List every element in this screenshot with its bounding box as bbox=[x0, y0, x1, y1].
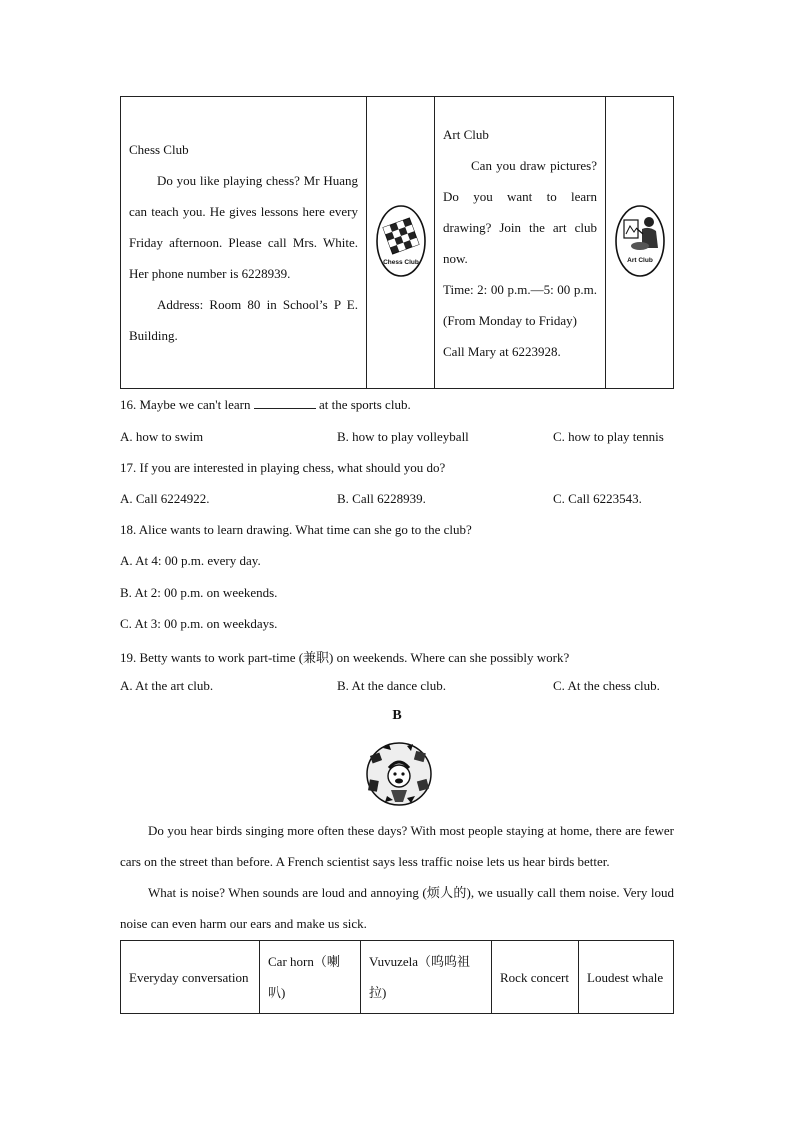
section-b-paragraph-2: What is noise? When sounds are loud and annoying (烦人的), we usually call them noise. Very loud noise can even harm our ears and make us sick. bbox=[120, 885, 674, 931]
question-19-option-b: B. At the dance club. bbox=[337, 678, 447, 693]
question-17-option-a: A. Call 6224922. bbox=[120, 491, 210, 506]
noise-level-table bbox=[120, 940, 674, 1014]
art-club-logo-cell bbox=[606, 97, 674, 389]
section-b-paragraph-1: Do you hear birds singing more often these days? With most people staying at home, there are fewer cars on the street than before. A French scientist says less traffic noise lets us hear birds better. bbox=[120, 823, 674, 869]
question-16 bbox=[120, 397, 411, 413]
question-17-option-c: C. Call 6223543. bbox=[553, 491, 642, 506]
art-club-logo-label: Art Club bbox=[626, 256, 653, 264]
chess-club-logo-label: Chess Club bbox=[382, 258, 419, 266]
art-club-cell bbox=[435, 97, 606, 389]
art-club-title: Art Club bbox=[443, 126, 489, 142]
noise-illustration bbox=[363, 740, 435, 808]
chess-club-body: Do you like playing chess? Mr Huang can teach you. He gives lessons here every Friday afternoon. Please call Mrs. White. Her phone number is 6228939. bbox=[129, 173, 358, 281]
question-16-option-c: C. how to play tennis bbox=[553, 429, 664, 444]
noise-table-cell-car-horn: Car horn（喇叭) bbox=[260, 941, 361, 1014]
question-16-stem-after: at the sports club. bbox=[318, 397, 411, 412]
question-19: 19. Betty wants to work part-time (兼职) on weekends. Where can she possibly work? bbox=[120, 650, 570, 665]
question-16-stem-before: 16. Maybe we can't learn bbox=[120, 397, 251, 412]
question-19-option-a: A. At the art club. bbox=[120, 678, 214, 693]
art-club-call: Call Mary at 6223928. bbox=[443, 343, 561, 359]
art-club-logo bbox=[614, 204, 666, 278]
question-16-option-a: A. how to swim bbox=[120, 429, 204, 444]
question-16-blank bbox=[254, 397, 316, 409]
art-club-time: Time: 2: 00 p.m.—5: 00 p.m. (From Monday to Friday) bbox=[443, 281, 597, 328]
question-17-option-b: B. Call 6228939. bbox=[337, 491, 426, 506]
question-18-option-b: B. At 2: 00 p.m. on weekends. bbox=[120, 585, 278, 600]
question-18: 18. Alice wants to learn drawing. What time can she go to the club? bbox=[120, 522, 472, 537]
noise-table-cell-loudest-whale: Loudest whale bbox=[579, 941, 674, 1014]
noise-table-cell-rock-concert: Rock concert bbox=[492, 941, 579, 1014]
section-b-passage bbox=[120, 815, 674, 939]
question-18-option-a: A. At 4: 00 p.m. every day. bbox=[120, 553, 261, 568]
section-b-title: B bbox=[392, 708, 402, 723]
chess-club-address: Address: Room 80 in School’s P E. Building. bbox=[129, 297, 358, 343]
question-17: 17. If you are interested in playing chess, what should you do? bbox=[120, 460, 446, 475]
noise-table-cell-vuvuzela: Vuvuzela（呜呜祖拉) bbox=[361, 941, 492, 1014]
chess-club-title: Chess Club bbox=[129, 142, 189, 157]
question-16-option-b: B. how to play volleyball bbox=[337, 429, 469, 444]
question-19-option-c: C. At the chess club. bbox=[553, 678, 660, 693]
chess-club-logo-cell bbox=[367, 97, 435, 389]
chess-club-logo bbox=[375, 204, 427, 278]
chess-club-cell bbox=[121, 97, 367, 389]
noise-table-cell-everyday-conversation: Everyday conversation bbox=[121, 941, 260, 1014]
clubs-table bbox=[120, 96, 674, 389]
question-18-option-c: C. At 3: 00 p.m. on weekdays. bbox=[120, 616, 278, 631]
art-club-body: Can you draw pictures? Do you want to learn drawing? Join the art club now. bbox=[443, 157, 597, 266]
